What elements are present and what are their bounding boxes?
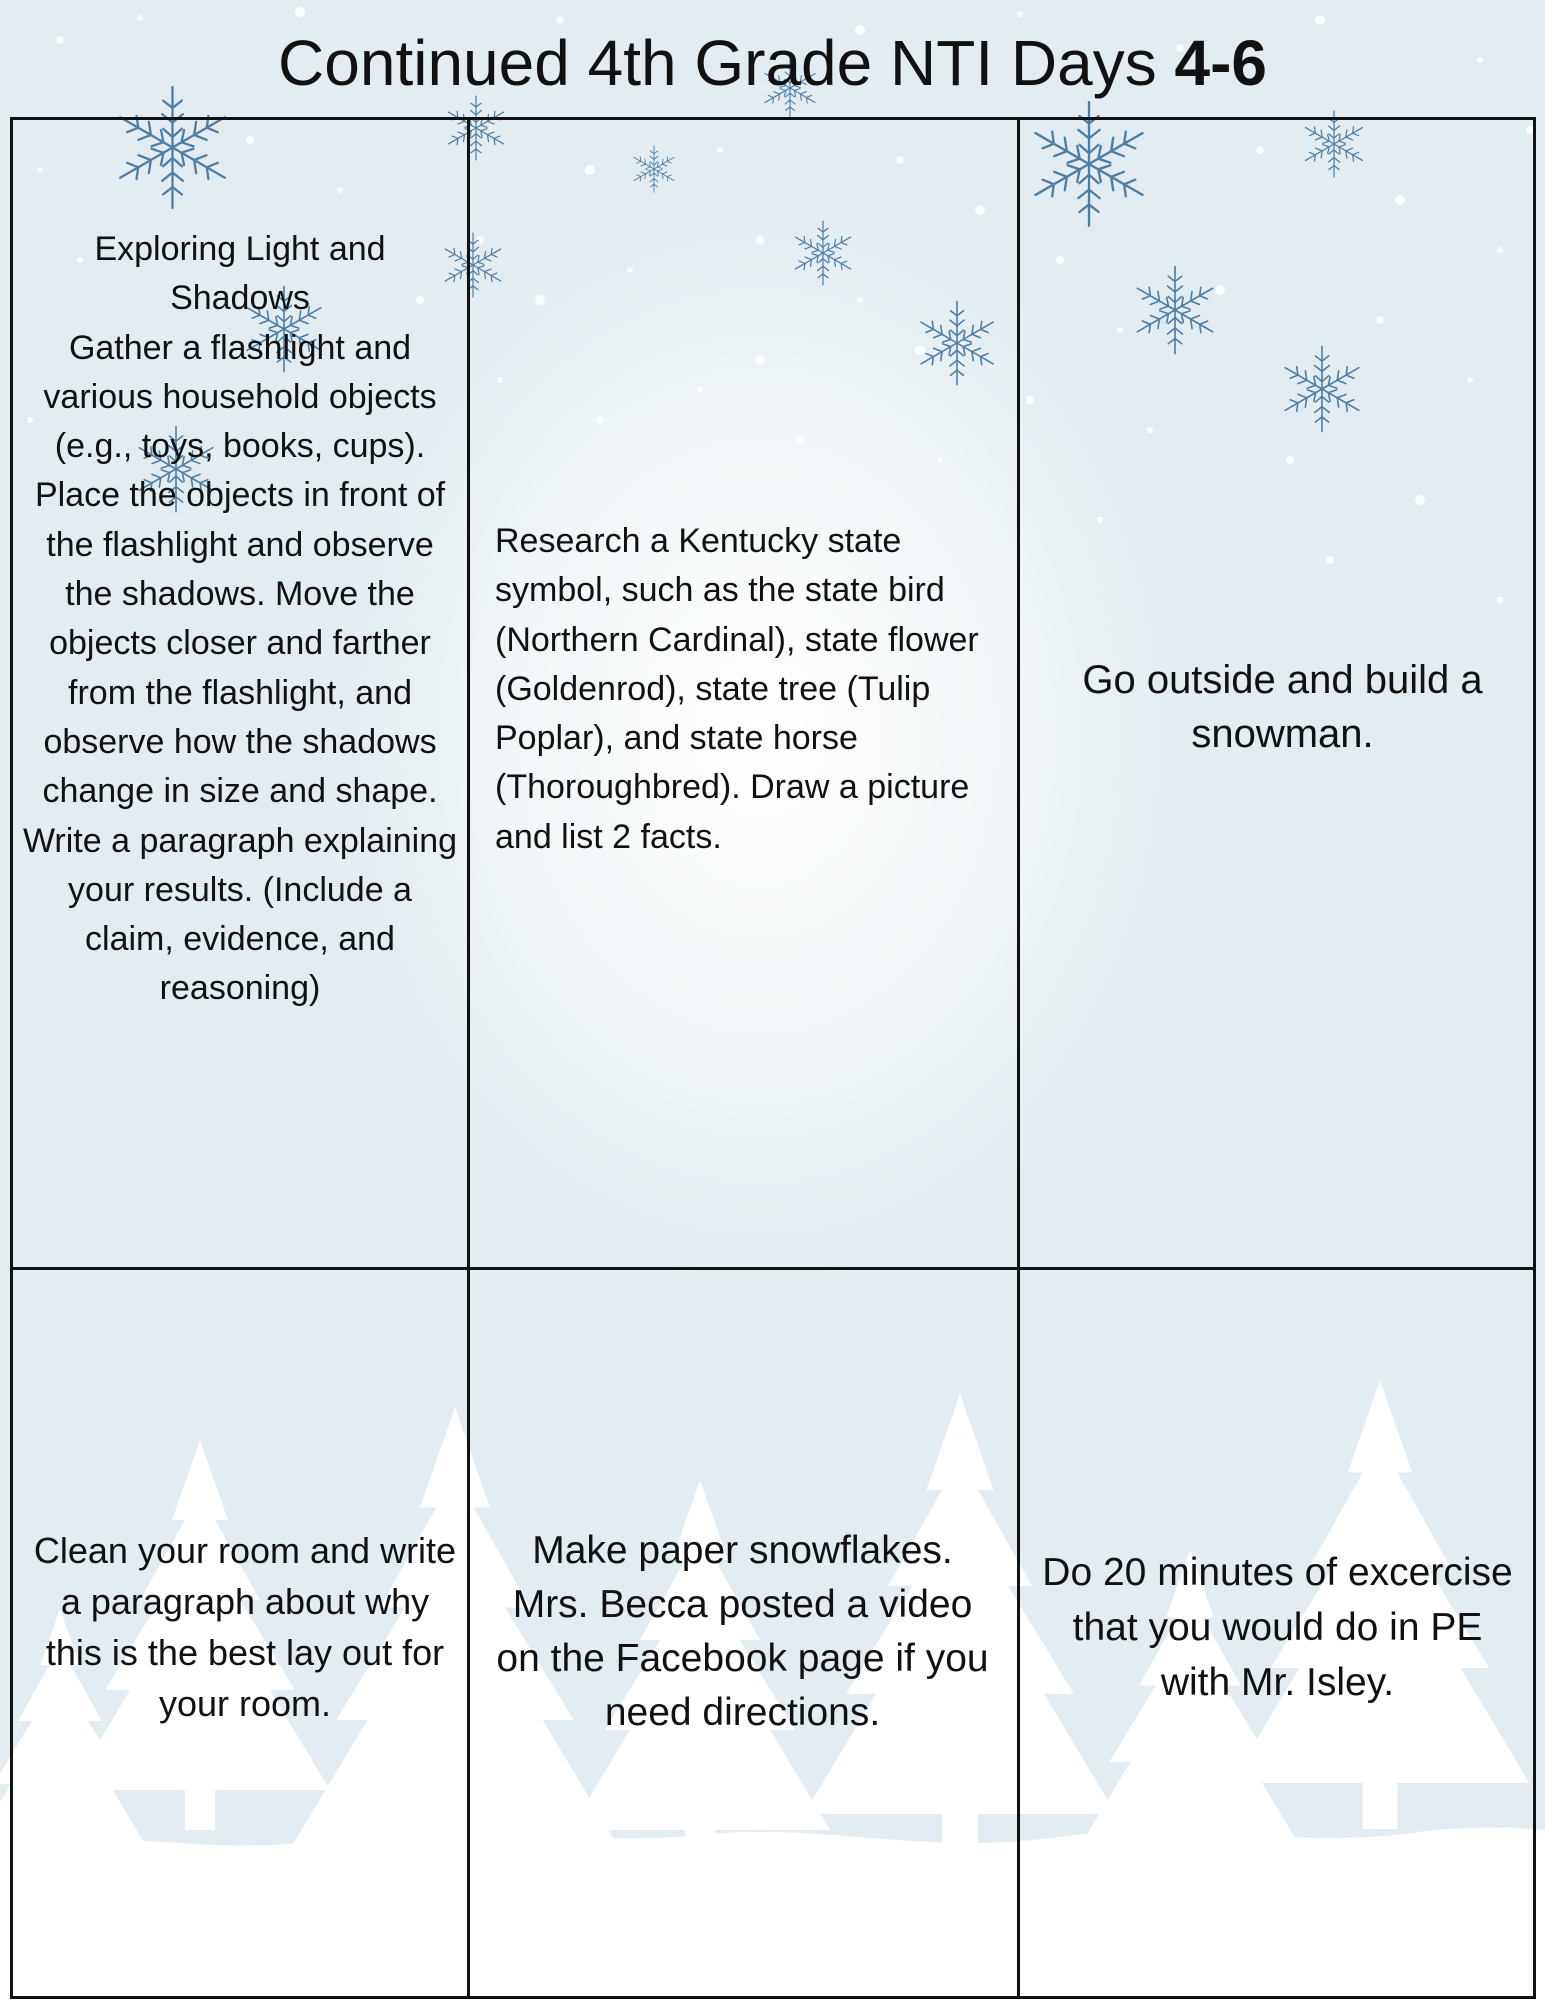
activity-light-shadows — [20, 225, 460, 1215]
title-main: Continued 4th Grade NTI Days — [278, 27, 1175, 99]
activity-exercise-text: Do 20 minutes of excercise that you would do in PE with Mr. Isley. — [1042, 1550, 1513, 1704]
title-days: 4-6 — [1174, 27, 1267, 99]
activity-paper-snowflakes — [490, 1512, 995, 1752]
activity-clean-room — [30, 1517, 460, 1737]
page-title — [0, 26, 1545, 100]
grid-border-right — [1533, 117, 1536, 1999]
activity-kentucky-symbol-text: Research a Kentucky state symbol, such as the state bird (Northern Cardinal), state flower (Goldenrod), state tree (Tulip Poplar), and state horse (Thoroughbred). Draw a picture and list 2 facts. — [495, 522, 979, 856]
grid-border-bottom — [10, 1996, 1536, 1999]
activity-kentucky-symbol — [495, 517, 1005, 856]
activity-light-shadows-steps: Place the objects in front of the flashlight and observe the shadows. Move the objects closer and farther from the flashlight, and observe how the shadows change in size and shape. Write a paragraph explaining your results. (Include a claim, evidence, and reasoning) — [22, 476, 458, 1008]
grid-divider-2 — [1017, 117, 1020, 1999]
activity-light-shadows-title: Exploring Light and Shadows — [94, 230, 386, 318]
grid-border-middle — [10, 1267, 1536, 1270]
grid-border-top — [10, 117, 1536, 120]
activity-clean-room-text: Clean your room and write a paragraph about why this is the best lay out for your room. — [33, 1530, 457, 1724]
activity-snowman — [1050, 637, 1515, 777]
activity-paper-snowflakes-text: Make paper snowflakes. Mrs. Becca posted a video on the Facebook page if you need directions. — [496, 1529, 989, 1734]
activity-snowman-text: Go outside and build a snowman. — [1082, 658, 1483, 756]
activity-grid — [10, 117, 1536, 1999]
grid-divider-1 — [467, 117, 470, 1999]
activity-light-shadows-materials: Gather a flashlight and various household objects (e.g., toys, books, cups). — [43, 328, 437, 466]
activity-exercise — [1040, 1537, 1515, 1717]
grid-border-left — [10, 117, 13, 1999]
